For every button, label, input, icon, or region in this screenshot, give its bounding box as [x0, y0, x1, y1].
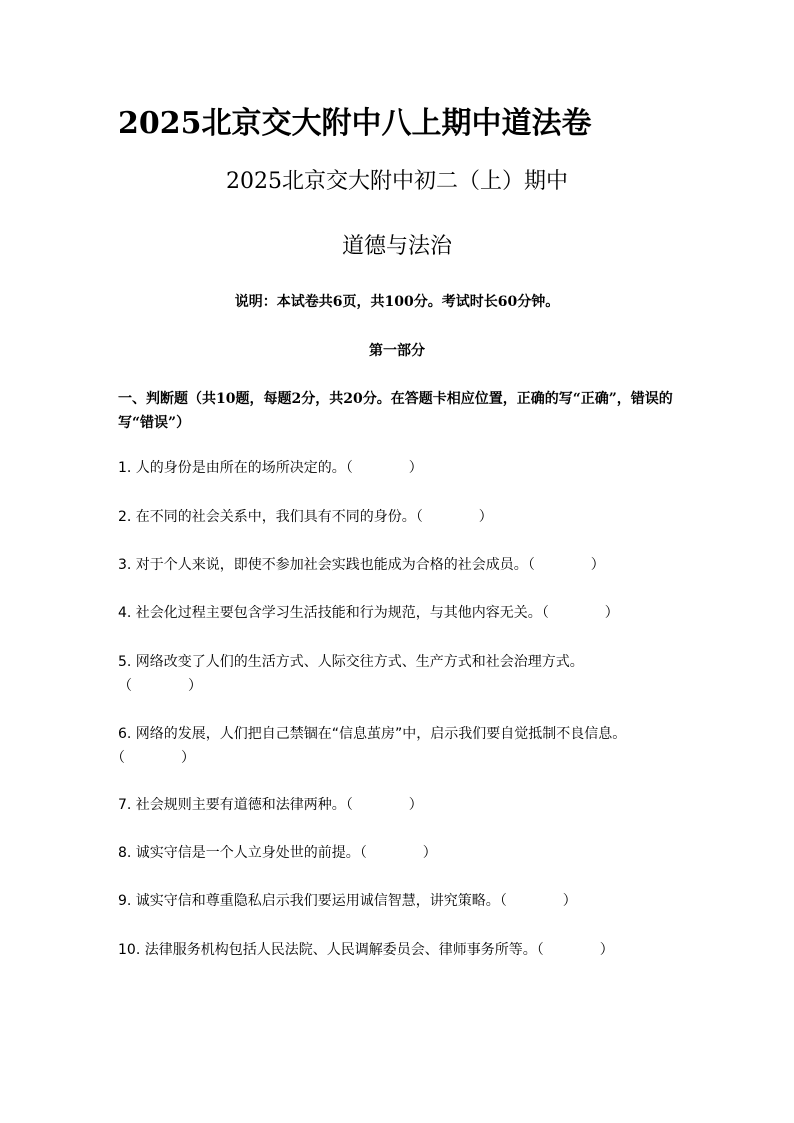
question-item — [118, 650, 680, 698]
question-text: 9. 诚实守信和尊重隐私启示我们要运用诚信智慧，讲究策略。 — [118, 893, 500, 909]
question-text: 8. 诚实守信是一个人立身处世的前提。 — [118, 845, 360, 861]
question-item — [118, 793, 680, 817]
question-item — [118, 456, 680, 480]
question-item — [118, 889, 680, 913]
question-text: 7. 社会规则主要有道德和法律两种。 — [118, 797, 346, 813]
exam-notice: 说明：本试卷共6页，共100分。考试时长60分钟。 — [234, 294, 560, 310]
question-item — [118, 601, 680, 625]
answer-bracket[interactable]: （ ） — [359, 845, 437, 861]
answer-bracket[interactable]: （ ） — [527, 557, 605, 573]
question-item — [118, 505, 680, 529]
question-text: 3. 对于个人来说，即使不参加社会实践也能成为合格的社会成员。 — [118, 557, 528, 573]
question-item — [118, 553, 680, 577]
question-text: 2. 在不同的社会关系中，我们具有不同的身份。 — [118, 509, 416, 525]
answer-bracket[interactable]: （ ） — [499, 893, 577, 909]
question-text: 4. 社会化过程主要包含学习生活技能和行为规范，与其他内容无关。 — [118, 605, 542, 621]
answer-bracket[interactable]: （ ） — [118, 678, 202, 694]
document-title: 2025北京交大附中八上期中道法卷 — [118, 106, 592, 141]
answer-bracket[interactable]: （ ） — [541, 605, 619, 621]
answer-bracket[interactable]: （ ） — [345, 797, 423, 813]
question-text: 6. 网络的发展，人们把自己禁锢在“信息茧房”中，启示我们要自觉抵制不良信息。 — [118, 726, 627, 742]
answer-bracket[interactable]: （ ） — [118, 750, 195, 766]
question-item — [118, 938, 680, 962]
question-item — [118, 841, 680, 865]
subject-title: 道德与法治 — [341, 234, 452, 259]
answer-bracket[interactable]: （ ） — [345, 460, 423, 476]
section-heading: 一、判断题（共10题，每题2分，共20分。在答题卡相应位置，正确的写“正确”，错误的写“错误”） — [118, 391, 673, 431]
answer-bracket[interactable]: （ ） — [536, 942, 614, 958]
question-text: 1. 人的身份是由所在的场所决定的。 — [118, 460, 346, 476]
answer-bracket[interactable]: （ ） — [415, 509, 493, 525]
question-item — [118, 722, 680, 770]
question-text: 5. 网络改变了人们的生活方式、人际交往方式、生产方式和社会治理方式。 — [118, 654, 584, 670]
exam-subtitle: 2025北京交大附中初二（上）期中 — [226, 169, 568, 194]
part-heading: 第一部分 — [369, 343, 425, 359]
question-text: 10. 法律服务机构包括人民法院、人民调解委员会、律师事务所等。 — [118, 942, 537, 958]
